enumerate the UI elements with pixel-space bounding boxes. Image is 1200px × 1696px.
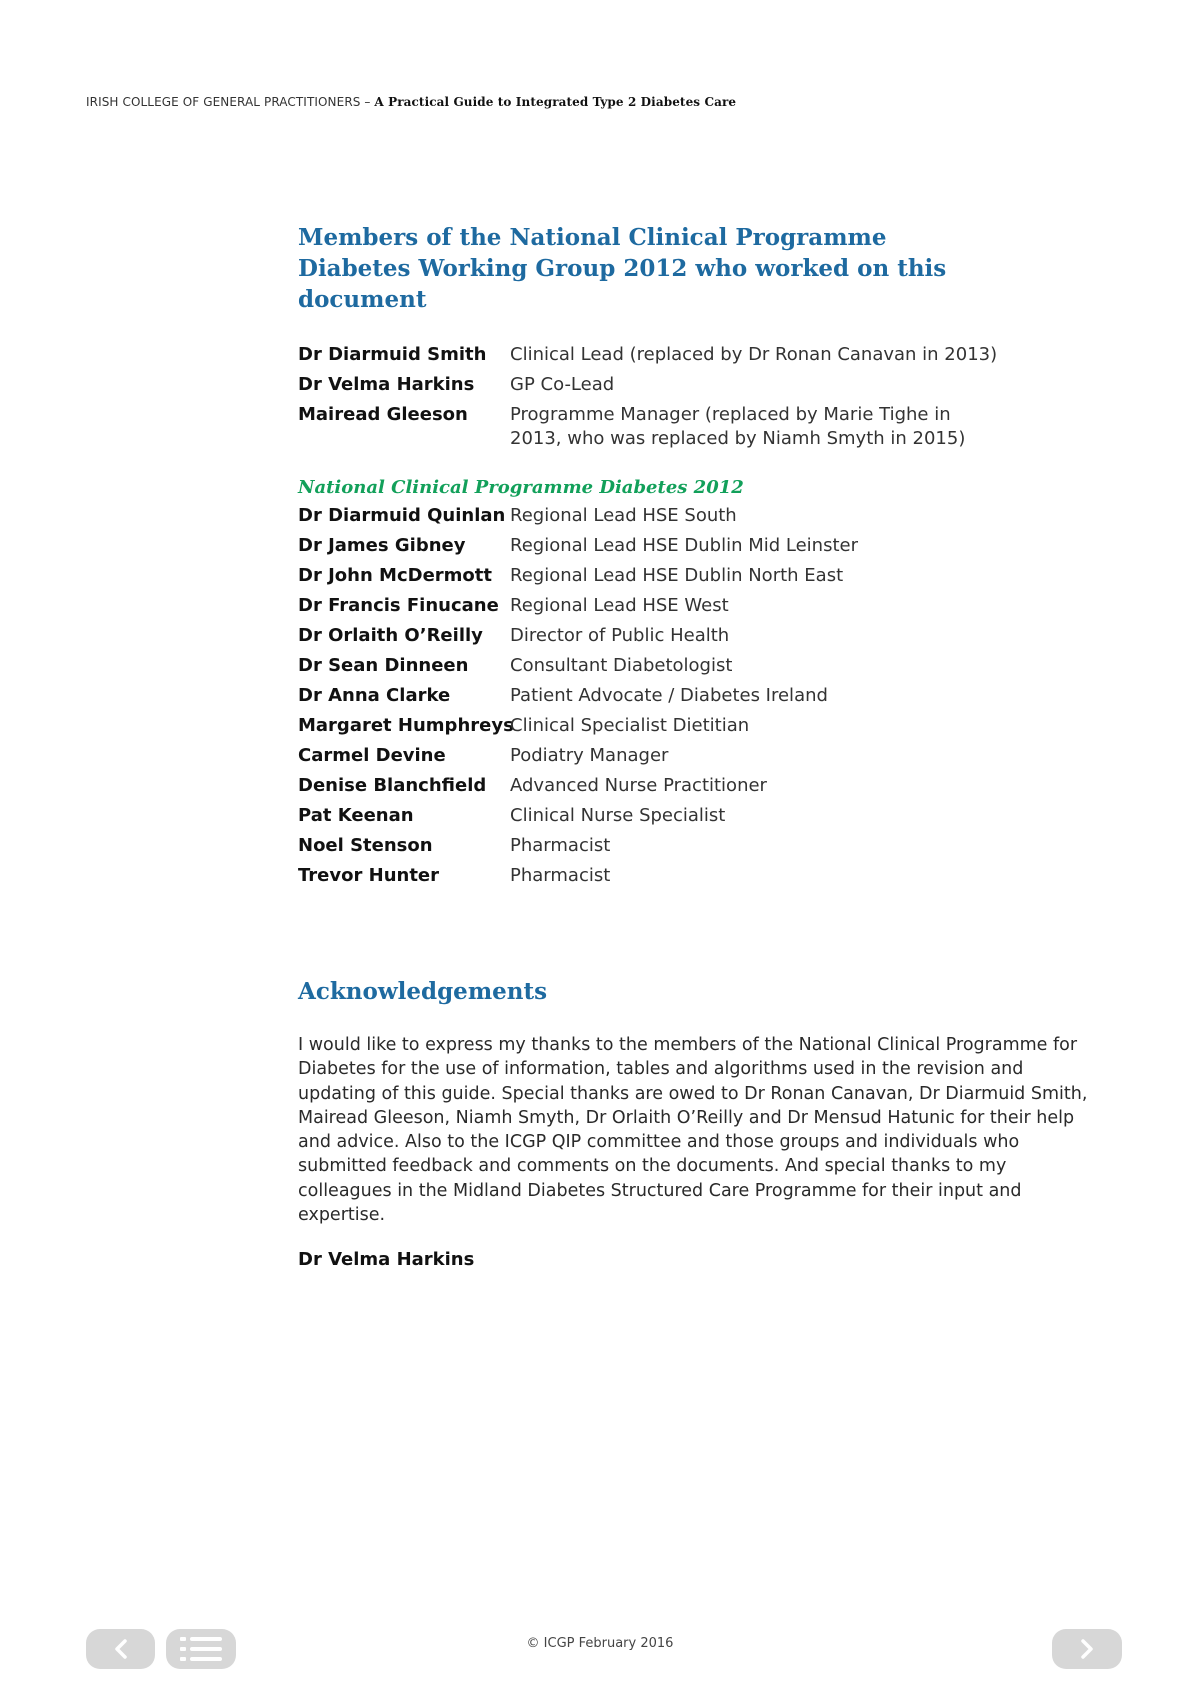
roster-row xyxy=(298,651,1108,681)
member-role: Regional Lead HSE Dublin Mid Leinster xyxy=(510,535,859,556)
chevron-right-icon xyxy=(1079,1638,1095,1660)
member-role: Consultant Diabetologist xyxy=(510,655,733,676)
roster-row xyxy=(298,711,1108,741)
roster-row xyxy=(298,561,1108,591)
member-name: Mairead Gleeson xyxy=(298,404,468,425)
member-name: Dr Francis Finucane xyxy=(298,595,499,616)
member-name: Dr Diarmuid Smith xyxy=(298,344,487,365)
roster-row xyxy=(298,531,1108,561)
member-role: Pharmacist xyxy=(510,865,611,886)
acknowledgements-body: I would like to express my thanks to the members of the National Clinical Programme for Diabetes for the use of information, tables and algorithms used in the revision and updating of this guide. Special thanks are owed to Dr Ronan Canavan, Dr Diarmuid Smith, Mairead Gleeson, Niamh Smyth, Dr Orlaith O’Reilly and Dr Mensud Hatunic for their help and advice. Also to the ICGP QIP committee and those groups and individuals who submitted feedback and comments on the documents. And special thanks to my colleagues in the Midland Diabetes Structured Care Programme for their input and expertise. xyxy=(298,1035,1088,1226)
roster-row xyxy=(298,621,1108,651)
member-role: Advanced Nurse Practitioner xyxy=(510,775,767,796)
member-name: Dr Orlaith O’Reilly xyxy=(298,625,483,646)
acknowledgements-title: Acknowledgements xyxy=(298,978,548,1005)
member-name: Pat Keenan xyxy=(298,805,414,826)
member-role: Director of Public Health xyxy=(510,625,730,646)
member-role: Patient Advocate / Diabetes Ireland xyxy=(510,685,828,706)
lead-roster xyxy=(298,340,1108,451)
member-name: Dr John McDermott xyxy=(298,565,492,586)
roster-row xyxy=(298,340,1108,370)
running-header xyxy=(86,95,736,109)
roster-row xyxy=(298,370,1108,400)
member-role: Podiatry Manager xyxy=(510,745,669,766)
header-doc-title: A Practical Guide to Integrated Type 2 Diabetes Care xyxy=(374,95,737,109)
programme-subheading: National Clinical Programme Diabetes 2012 xyxy=(298,477,744,498)
member-role: Clinical Specialist Dietitian xyxy=(510,715,750,736)
member-role: Regional Lead HSE Dublin North East xyxy=(510,565,844,586)
roster-row xyxy=(298,400,1108,451)
member-name: Dr Velma Harkins xyxy=(298,374,475,395)
member-name: Dr Diarmuid Quinlan xyxy=(298,505,506,526)
roster-row xyxy=(298,681,1108,711)
members-title: Members of the National Clinical Programme Diabetes Working Group 2012 who worked on this document xyxy=(298,224,947,313)
member-role: Clinical Lead (replaced by Dr Ronan Canavan in 2013) xyxy=(510,344,998,365)
roster-row xyxy=(298,741,1108,771)
next-page-button[interactable] xyxy=(1052,1629,1122,1669)
member-role: Regional Lead HSE West xyxy=(510,595,729,616)
roster-row xyxy=(298,861,1108,891)
member-name: Dr Anna Clarke xyxy=(298,685,451,706)
member-name: Carmel Devine xyxy=(298,745,446,766)
member-role: Pharmacist xyxy=(510,835,611,856)
roster-row xyxy=(298,831,1108,861)
member-name: Dr James Gibney xyxy=(298,535,466,556)
acknowledgements-signature: Dr Velma Harkins xyxy=(298,1249,475,1271)
member-role: Clinical Nurse Specialist xyxy=(510,805,726,826)
member-role: GP Co-Lead xyxy=(510,374,615,395)
roster-row xyxy=(298,501,1108,531)
roster-row xyxy=(298,771,1108,801)
page-content xyxy=(298,222,1108,1270)
member-name: Margaret Humphreys xyxy=(298,715,514,736)
member-name: Dr Sean Dinneen xyxy=(298,655,469,676)
member-name: Trevor Hunter xyxy=(298,865,440,886)
header-org: IRISH COLLEGE OF GENERAL PRACTITIONERS – xyxy=(86,95,375,109)
member-role: Programme Manager (replaced by Marie Tighe in 2013, who was replaced by Niamh Smyth in 2015) xyxy=(510,404,966,449)
roster-row xyxy=(298,591,1108,621)
roster-row xyxy=(298,801,1108,831)
member-name: Denise Blanchfield xyxy=(298,775,487,796)
footer-copyright: © ICGP February 2016 xyxy=(526,1636,674,1651)
member-name: Noel Stenson xyxy=(298,835,433,856)
programme-roster xyxy=(298,501,1108,891)
member-role: Regional Lead HSE South xyxy=(510,505,737,526)
